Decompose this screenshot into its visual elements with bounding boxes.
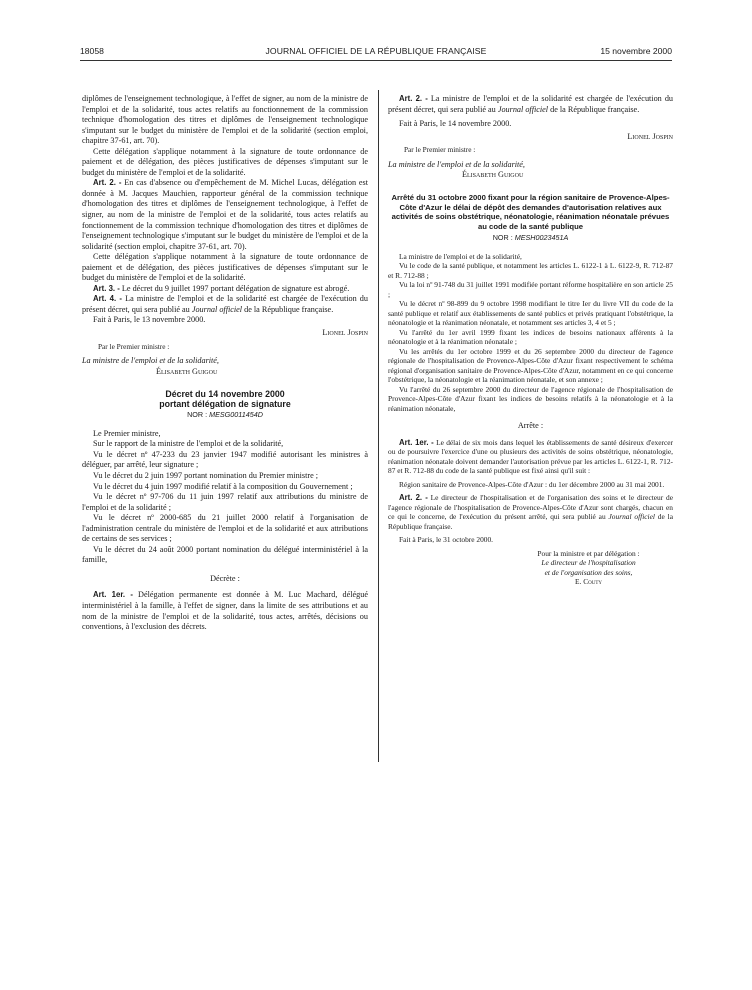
article-2b: Art. 2. - Le directeur de l'hospitalisation et de l'organisation des soins et le directeur de l'agence régionale de l'hospitalisation de Provence-Alpes-Côte d'Azur sont chargés, chacun en ce qui le concerne, de l'exécution du présent arrêté, qui sera publié au Journal officiel de la République française. bbox=[388, 493, 674, 531]
paragraph: Cette délégation s'applique notamment à la signature de toute ordonnance de paiement et de délégation, des pièces justificatives de dépenses s'imputant sur le budget du ministère de l'emploi et de la solidarité. bbox=[82, 146, 368, 177]
column-divider bbox=[378, 90, 379, 762]
fait-line: Fait à Paris, le 31 octobre 2000. bbox=[399, 535, 494, 545]
visa: Vu les arrêtés du 1er octobre 1999 et du 26 septembre 2000 du directeur de l'agence régionale de l'hospitalisation de Provence-Alpes-Côte d'Azur fixant respectivement le schéma régional d'organisation sanitaire de Provence-Alpes-Côte d'Azur, notamment en ce qui concerne l'obstétrique, la néonatologie et la réanimation néonatale, et son annexe ; bbox=[388, 346, 673, 385]
visas-block bbox=[388, 252, 673, 414]
visa: Vu le décret du 24 août 2000 portant nomination du délégué interministériel à la famille, bbox=[82, 544, 368, 565]
article-2: Art. 2. - En cas d'absence ou d'empêchement de M. Michel Lucas, délégation est donnée à M. Jacques Mauchien, rapporteur général de la commission technique d'homologation des titres et diplômes de l'enseignement technologique, à l'effet de signer, au nom de la ministre de l'emploi et de la solidarité, tous actes relatifs au fonctionnement de la commission technique d'homologation des titres et diplômes de l'enseignement technologique s'imputant sur le budget du ministère de l'emploi et de la solidarité (section emploi, chapitre 37-61, art. 70). bbox=[82, 178, 368, 251]
fait-line: Fait à Paris, le 14 novembre 2000. bbox=[399, 119, 512, 129]
paragraph: Cette délégation s'applique notamment à la signature de toute ordonnance de paiement et de délégation, des pièces justificatives de dépenses s'imputant sur le budget du ministère de l'emploi et de la solidarité. bbox=[82, 252, 368, 283]
arrete-heading: Arrête : bbox=[517, 421, 544, 431]
nor-reference: NOR : MESH0023451A bbox=[492, 233, 569, 243]
article-1: Art. 1er. - Le délai de six mois dans lequel les établissements de santé désireux d'exercer ou de poursuivre l'exercice d'une ou plusieurs des activités de soins obstétrique, néonatologie, réanimation néonatale doivent demander l'autorisation prévue par les articles L. 6122-1, R. 712-87 et R. 712-88 du code de la santé publique est fixé ainsi qu'il suit : bbox=[388, 437, 673, 476]
visa: Sur le rapport de la ministre de l'emploi et de la solidarité, bbox=[93, 439, 284, 449]
right-column bbox=[388, 94, 673, 587]
issue-date: 15 novembre 2000 bbox=[600, 46, 672, 56]
article-label: Art. 2. - bbox=[399, 94, 428, 103]
visa: Vu le décret nº 97-706 du 11 juin 1997 relatif aux attributions du ministre de l'emploi et de la solidarité ; bbox=[82, 492, 368, 512]
signer-name: Lionel Jospin bbox=[322, 328, 368, 338]
decrete-heading: Décrète : bbox=[210, 573, 240, 583]
ministre-name: Élisabeth Guigou bbox=[462, 170, 524, 180]
page-header bbox=[80, 42, 672, 61]
visa: Vu la loi nº 91-748 du 31 juillet 1991 modifiée portant réforme hospitalière en son article 25 ; bbox=[388, 280, 673, 299]
visa: Vu le décret du 2 juin 1997 portant nomination du Premier ministre ; bbox=[93, 470, 319, 480]
article-4: Art. 4. - La ministre de l'emploi et de la solidarité est chargée de l'exécution du présent décret, qui sera publié au Journal officiel de la République française. bbox=[82, 294, 368, 314]
article-label: Art. 2. - bbox=[93, 178, 122, 188]
decree-title: Décret du 14 novembre 2000 portant délégation de signature bbox=[159, 389, 291, 410]
visa: La ministre de l'emploi et de la solidarité, bbox=[399, 251, 522, 261]
signature-block: Pour la ministre et par délégation : Le directeur de l'hospitalisation et de l'organisation des soins, E. Couty bbox=[537, 548, 640, 587]
article-2: Art. 2. - La ministre de l'emploi et de la solidarité est chargée de l'exécution du présent décret, qui sera publié au Journal officiel de la République française. bbox=[388, 94, 674, 114]
article-1: Art. 1er. - Délégation permanente est donnée à M. Luc Machard, délégué interministériel à la famille, à l'effet de signer, dans la limite de ses attributions et au nom de la ministre de l'emploi et de la solidarité, tous actes, arrêtés, décisions ou conventions, à l'exclusion des décrets. bbox=[82, 590, 368, 632]
nor-reference: NOR : MESG0011454D bbox=[187, 410, 263, 420]
ministre-title: La ministre de l'emploi et de la solidarité, bbox=[388, 159, 525, 169]
ministre-title: La ministre de l'emploi et de la solidarité, bbox=[82, 356, 219, 366]
par-premier-ministre: Par le Premier ministre : bbox=[404, 145, 476, 155]
page-number: 18058 bbox=[80, 46, 104, 56]
ministre-name: Élisabeth Guigou bbox=[156, 366, 218, 376]
article-label: Art. 2. - bbox=[399, 493, 428, 503]
signer-name: Lionel Jospin bbox=[627, 131, 673, 141]
visa: Le Premier ministre, bbox=[93, 428, 161, 438]
par-premier-ministre: Par le Premier ministre : bbox=[98, 341, 170, 351]
arrete-title: Arrêté du 31 octobre 2000 fixant pour la région sanitaire de Provence-Alpes-Côte d'Azur le délai de dépôt des demandes d'autorisation relatives aux activités de soins obstétrique, néonatologie, réanimation néonatale prévues au code de la santé publique bbox=[391, 192, 670, 232]
article-label: Art. 4. - bbox=[93, 294, 122, 304]
article-label: Art. 3. - bbox=[93, 283, 120, 293]
visa: Vu le décret nº 2000-685 du 21 juillet 2000 relatif à l'organisation de l'administration centrale du ministère de l'emploi et de la solidarité et aux attributions de certains de ses services ; bbox=[82, 513, 368, 544]
article-label: Art. 1er. - bbox=[399, 437, 434, 447]
fait-line: Fait à Paris, le 13 novembre 2000. bbox=[93, 315, 206, 325]
visa: Vu l'arrêté du 26 septembre 2000 du directeur de l'agence régionale de l'hospitalisation de Provence-Alpes-Côte d'Azur fixant les indices de besoins relatifs à la néonatologie et à la réanimation néonatale, bbox=[388, 384, 673, 413]
visa: Vu le code de la santé publique, et notamment les articles L. 6122-1 à L. 6122-9, R. 712-87 et R. 712-88 ; bbox=[388, 261, 673, 280]
paragraph: diplômes de l'enseignement technologique, à l'effet de signer, au nom de la ministre de l'emploi et de la solidarité, tous actes relatifs au fonctionnement de la commission technique d'homologation des titres et diplômes de l'enseignement technologique s'imputant sur le budget du ministère de l'emploi et de la solidarité (section emploi, chapitre 37-61, art. 70). bbox=[82, 94, 368, 146]
left-column bbox=[82, 94, 368, 633]
journal-title: JOURNAL OFFICIEL DE LA RÉPUBLIQUE FRANÇAISE bbox=[265, 46, 487, 56]
visa: Vu l'arrêté du 1er avril 1999 fixant les indices de besoins nationaux afférents à la néonatologie et à la réanimation néonatale ; bbox=[388, 327, 673, 347]
visa: Vu le décret nº 47-233 du 23 janvier 1947 modifié autorisant les ministres à déléguer, par arrêté, leur signature ; bbox=[82, 449, 368, 470]
article-3: Art. 3. - Le décret du 9 juillet 1997 portant délégation de signature est abrogé. bbox=[93, 283, 350, 293]
visa: Vu le décret du 4 juin 1997 modifié relatif à la composition du Gouvernement ; bbox=[93, 481, 353, 491]
region-line: Région sanitaire de Provence-Alpes-Côte d'Azur : du 1er décembre 2000 au 31 mai 2001. bbox=[399, 479, 665, 489]
articles-block bbox=[388, 438, 673, 545]
visa: Vu le décret nº 98-899 du 9 octobre 1998 modifiant le titre Ier du livre VII du code de la santé publique et relatif aux établissements de santé publics et privés pratiquant l'obstétrique, la néonatologie et la réanimation néonatale, et notamment ses articles 3, 4 et 5 ; bbox=[388, 299, 673, 328]
article-label: Art. 1er. - bbox=[93, 590, 133, 600]
